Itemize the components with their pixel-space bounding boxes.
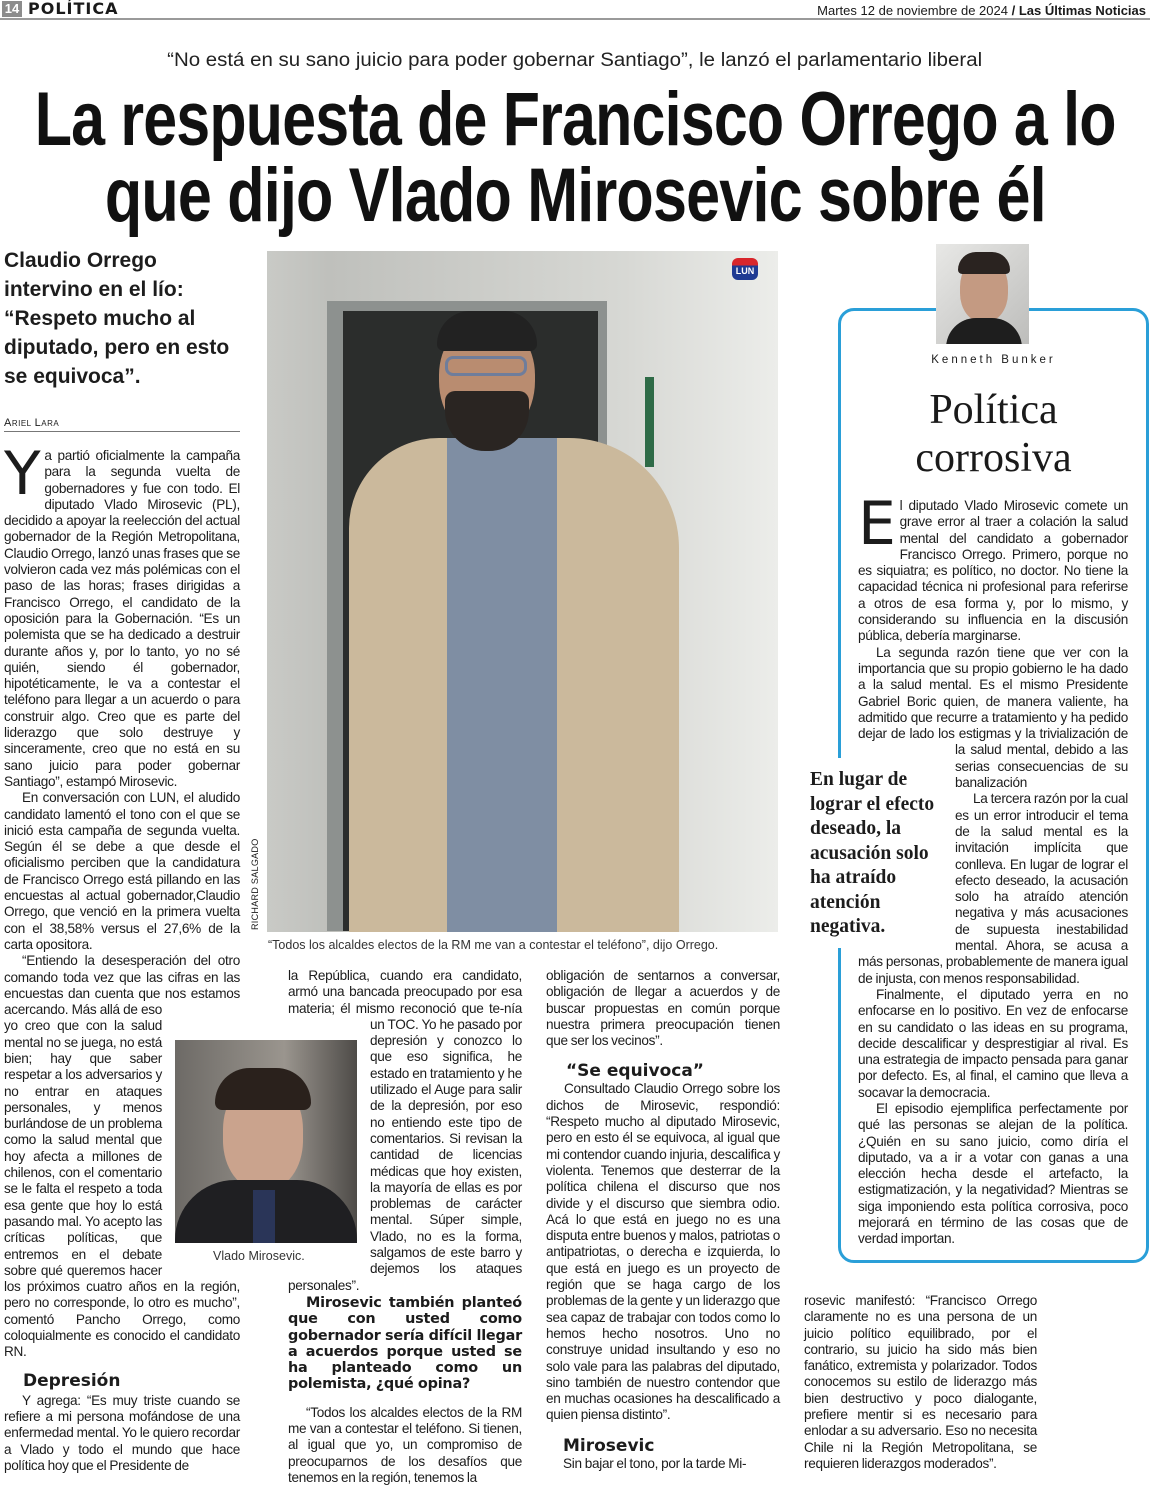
exit-sign	[645, 377, 654, 467]
hair	[437, 311, 537, 351]
main-photo	[267, 251, 778, 932]
drop-cap: E	[858, 489, 896, 559]
headline-row-1	[0, 77, 1150, 162]
body-left-b2: con la salud mental no se juega, no está bien; hay que saber respetar a los adversarios y no entrar en ataques personales, y menos burlándose de un problema como la salud mental que hoy afecta a millones de chilenos, con el comentario se le falta el respeto a toda esa gente que hoy lo está pasando mal. Yo acepto las críticas políticas, que entremos en el debate sobre qué queremos	[4, 1018, 162, 1278]
pull-quote: En lugar de lograr el efecto deseado, la acusación solo ha atraído atención negativa.	[810, 758, 955, 948]
column-body-f: Finalmente, el diputado yerra en no enfocarse en lo positivo. En vez de enfocarse en su candidato o las ideas en su programa, decide descalificar y desprestigiar al rival. Es una estrategia de impacto pensada para ganar por defecto. Es, al final, el camino que lleva a socavar la democracia.	[858, 986, 1128, 1100]
column-body-e: más personas, probablemente de manera igual de injusta, con menos responsabilidad.	[858, 954, 1128, 986]
body-col2-d: ataques personales”.	[288, 1261, 522, 1293]
body-col2-b: nía un TOC. Yo he pasado por depresión y conozco lo que eso significa, he estado en tratamiento y he utilizado el Auge para salir de la depresión, por eso no entiendo este tipo de comentarios. Si revisan la cantidad de licencias médicas que hoy existen, la mayoría de ellas es por problemas de carácter mental. Súper simple, Vlado, no es la forma, salgamos de	[370, 1000, 522, 1261]
kicker: “No está en su sano juicio para poder gobernar Santiago”, le lanzó el parlamentario liberal	[167, 50, 983, 71]
body-col2-c: este barro y dejemos los	[370, 1245, 522, 1277]
section-title: POLÍTICA	[28, 0, 119, 18]
paragraph-text: a partió oficialmente la campaña para la segunda vuelta de gobernadores y fue con todo. El diputado Vlado Mirosevic (PL), decidido a apoyar la reelección del actual gobernador de la Región Metropolitana, Claudio Orrego, lanzó unas frases que se volvieron cada vez más polémicas con el paso de las horas; frases dirigidas a Francisco Orrego, el candidato de la oposición para la Gobernación. “Es un polemista que se ha dedicado a destruir durante años y, por lo tanto, yo no sé quién, siendo él gobernador, hipotéticamente, le va a contestar el teléfono para llegar a un acuerdo o para construir algo. Creo que es parte del liderazgo que solo destruye y sinceramente, creo que no está en su sano juicio para poder gobernar Santiago”, estampó Mirosevic.	[4, 448, 240, 789]
body-col4	[804, 1293, 1037, 1472]
body-left-b1: “Entiendo la desesperación del otro comando toda vez que las cifras en las encuestas dan cuenta que nos estamos acercando. Más allá de eso yo creo que	[4, 953, 240, 1034]
body-col3-a: obligación de sentarnos a conversar, obligación de llegar a acuerdos y de buscar propuestas en común porque nuestra primera preocupación tienen que ser los vecinos”.	[546, 968, 780, 1049]
author-photo	[936, 244, 1029, 344]
separator: /	[1011, 3, 1016, 18]
column-body-g: El episodio ejemplifica perfectamente por qué las personas se alejan de la política. ¿Quién en su sano juicio, como diría el diputado, va a ir a votar con ganas a una elección hecha desde el artefacto, la estigmatización, y la negatividad? Mientras se siga imponiendo esta política corrosiva, poco mejorará en término de las cosas que de verdad importan.	[858, 1100, 1128, 1247]
subhead-depresion: Depresión	[23, 1370, 121, 1391]
tie	[253, 1190, 275, 1243]
body-col3-c: Sin bajar el tono, por la tarde Mi-	[563, 1455, 747, 1471]
paragraph	[4, 439, 240, 790]
paragraph: En conversación con LUN, el aludido candidato lamentó el tono con el que se inició esta campaña de segunda vuelta. Según él se debe a que desde el oficialismo perciben que la candidatura de Francisco Orrego está pillando en las encuestas al actual gobernador,Claudio Orrego, que venció en la primera vuelta con el 38,58% versus el 27,6% de la carta opositora.	[4, 790, 240, 952]
subhead-se-equivoca: “Se equivoca”	[566, 1061, 704, 1082]
headline-line-1: La respuesta de Francisco Orrego a lo	[34, 77, 1116, 162]
left-column	[4, 246, 240, 1474]
column-author: Kenneth Bunker	[931, 354, 1056, 366]
body-col3-b: Consultado Claudio Orrego sobre los dichos de Mirosevic, respondió: “Respeto mucho al diputado Mirosevic, pero en esto él se equivoca, al igual que mi contendor cuando injuria, descalifica y violenta. Tenemos que desterrar de la política chilena el discurso que nos divide y el discurso que siembra odio. Acá lo que está en juego no es una disputa entre buenos y malos, patriotas o antipatriotas, o derecha e izquierda, lo que está en juego es un proyecto de región que se haga cargo de los problemas de la gente y un liderazgo que sea capaz de trabajar con todos como lo hemos hecho nosotros. Uno no construye unidad insultando y eso no solo vale para las palabras del diputado, sino también de nuestro contendor que en muchas ocasiones ha descalificado a quien piensa distinto”.	[546, 1081, 780, 1423]
drop-cap: Y	[4, 439, 41, 509]
page-number: 14	[2, 1, 22, 17]
photo-credit: RICHARD SALGADO	[250, 838, 260, 930]
body-left-b3: hacer los próximos cuatro años en la región, pero no corresponde, lo otro es mucho”, comentó Pancho Orrego, como coloquialmente es conocido el candidato RN.	[4, 1262, 240, 1360]
issue-date: Martes 12 de noviembre de 2024	[817, 3, 1008, 18]
column-title-line-2: corrosiva	[915, 435, 1072, 481]
headline-row-2	[0, 153, 1150, 238]
interview-question: Mirosevic también planteó que con usted como gobernador sería difícil llegar a acuerdos porque usted se ha planteado como un polemista, ¿qué opina?	[288, 1294, 522, 1393]
column-title-line-1: Política	[929, 387, 1058, 433]
body-left-c: Y agrega: “Es muy triste cuando se refiere a mi persona mofándose de una enfermedad mental. Yo le quiero recordar a Vlado y todo el mundo que hace política hoy que el Presidente de	[4, 1392, 240, 1473]
paragraph: rosevic manifestó: “Francisco Orrego claramente no es una persona de un juicio político equilibrado, por el contrario, su juicio ha sido más bien fanático, extremista y polarizador. Todos conocemos su estilo de liderazgo más bien destructivo y poco dialogante, prefiere mentir si es necesario para enlodar a su adversario. Eso no necesita Chile ni la Región Metropolitana, se requieren liderazgos moderados”.	[804, 1293, 1037, 1471]
shirt	[946, 318, 1022, 344]
body-col2-a: la República, cuando era candidato, armó una bancada preocupado por esa materia; él mismo reconoció que te-	[288, 968, 522, 1016]
column-body-b: La segunda razón tiene que ver con la importancia que su propio gobierno le ha dado a la salud mental. Es el mismo Presidente Gabriel Boric quien, de manera valiente, ha admitido que recurre a tratamiento y ha pedido dejar de lado los estigmas y la trivialización de la salud mental, debido a las	[858, 644, 1128, 758]
subhead-mirosevic: Mirosevic	[563, 1435, 655, 1456]
paragraph-text: l diputado Vlado Mirosevic comete un grave error al traer a colación la salud mental del candidato a gobernador Francisco Orrego. Primero, porque no es siquiatra; es político, no doctor. No tiene la capacidad técnica ni profesional para referirse a otros de esa forma y, por lo mismo, y considerando su influencia en la discusión pública, debería marginarse.	[858, 498, 1128, 644]
hair	[215, 1068, 311, 1110]
shirt	[447, 438, 557, 932]
column-body	[810, 489, 1128, 1248]
column-body-c: serias consecuencias de su banalización	[955, 758, 1128, 791]
deck: Claudio Orrego intervino en el lío: “Respeto mucho al diputado, pero en esto se equivoca”.	[4, 249, 230, 388]
column-body-d: La tercera razón por la cual es un error introducir el tema de la salud mental es la invitación implícita que conlleva. En lugar de lograr el efecto deseado, la acusación solo ha atraído atención negativa y más acusaciones de supuesta inestabilidad mental. Ahora, se acusa a	[955, 791, 1128, 954]
column-3	[546, 968, 780, 1472]
inset-photo-mirosevic	[175, 1040, 357, 1243]
body-col2-e: “Todos los alcaldes electos de la RM me van a contestar el teléfono. Si tienen, al igual que yo, un compromiso de preocuparnos de los desafíos que tenemos en la región, tenemos la	[288, 1404, 522, 1485]
kicker-row	[0, 50, 1150, 72]
hair	[958, 252, 1010, 274]
lun-logo: LUN	[732, 258, 758, 280]
publication-name: Las Últimas Noticias	[1018, 3, 1146, 18]
headline-line-2: que dijo Vlado Mirosevic sobre él	[104, 153, 1046, 238]
inset-caption: Vlado Mirosevic.	[213, 1249, 305, 1263]
byline: Ariel Lara	[4, 417, 240, 432]
photo-caption: “Todos los alcaldes electos de la RM me van a contestar el teléfono”, dijo Orrego.	[268, 938, 719, 952]
column-title	[838, 386, 1149, 482]
issue-date-line	[817, 3, 1146, 18]
glasses	[445, 356, 527, 376]
